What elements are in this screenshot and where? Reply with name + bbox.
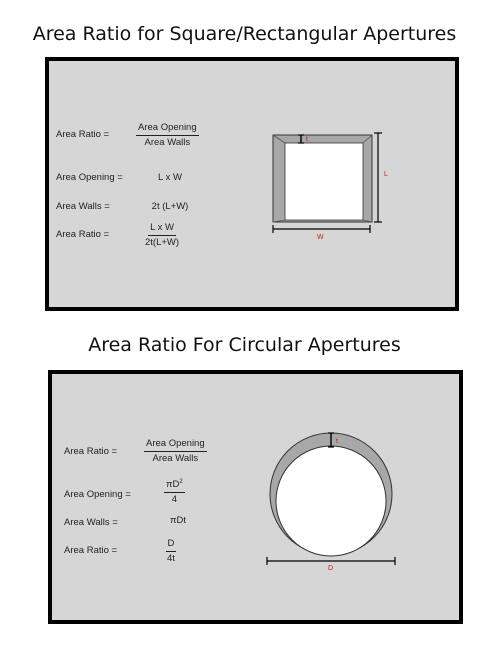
rect-area-ratio-denominator: Area Walls: [144, 137, 191, 148]
rect-area-ratio-final-denominator: 2t(L+W): [145, 237, 180, 248]
circ-area-opening-exponent: 2: [179, 479, 183, 485]
rect-l-label: L: [384, 171, 388, 178]
circ-area-ratio-final-numerator: D: [166, 538, 177, 552]
circ-area-ratio-numerator: Area Opening: [144, 438, 207, 452]
circ-t-label: t: [336, 438, 338, 445]
circ-area-ratio-final-label: Area Ratio =: [64, 545, 118, 556]
rect-area-opening-expr: L x W: [158, 172, 182, 183]
rect-area-walls-label: Area Walls =: [56, 201, 110, 212]
rect-w-label: W: [317, 234, 324, 241]
rect-area-ratio-label: Area Ratio =: [56, 129, 110, 140]
rect-area-walls-expr: 2t (L+W): [151, 201, 189, 212]
rect-area-opening-label: Area Opening =: [56, 172, 123, 183]
rect-area-ratio-numerator: Area Opening: [136, 122, 199, 136]
circ-aperture-opening: [276, 446, 386, 556]
rect-t-label: t: [306, 136, 308, 143]
rect-area-ratio-final-numerator: L x W: [148, 222, 176, 236]
circ-area-opening-denominator: 4: [171, 494, 178, 505]
circ-d-label: D: [328, 565, 334, 572]
circ-area-opening-label: Area Opening =: [64, 489, 131, 500]
rect-area-ratio-final-label: Area Ratio =: [56, 229, 110, 240]
rect-section-title: Area Ratio for Square/Rectangular Apertures: [32, 23, 457, 45]
circ-area-ratio-denominator: Area Walls: [152, 453, 199, 464]
circ-section-title: Area Ratio For Circular Apertures: [88, 334, 401, 356]
circ-area-walls-label: Area Walls =: [64, 517, 118, 528]
circ-area-walls-expr: πDt: [169, 515, 187, 526]
circ-area-opening-numerator-base: πD: [166, 479, 180, 490]
circ-area-ratio-label: Area Ratio =: [64, 446, 118, 457]
circ-area-ratio-final-denominator: 4t: [167, 553, 175, 564]
